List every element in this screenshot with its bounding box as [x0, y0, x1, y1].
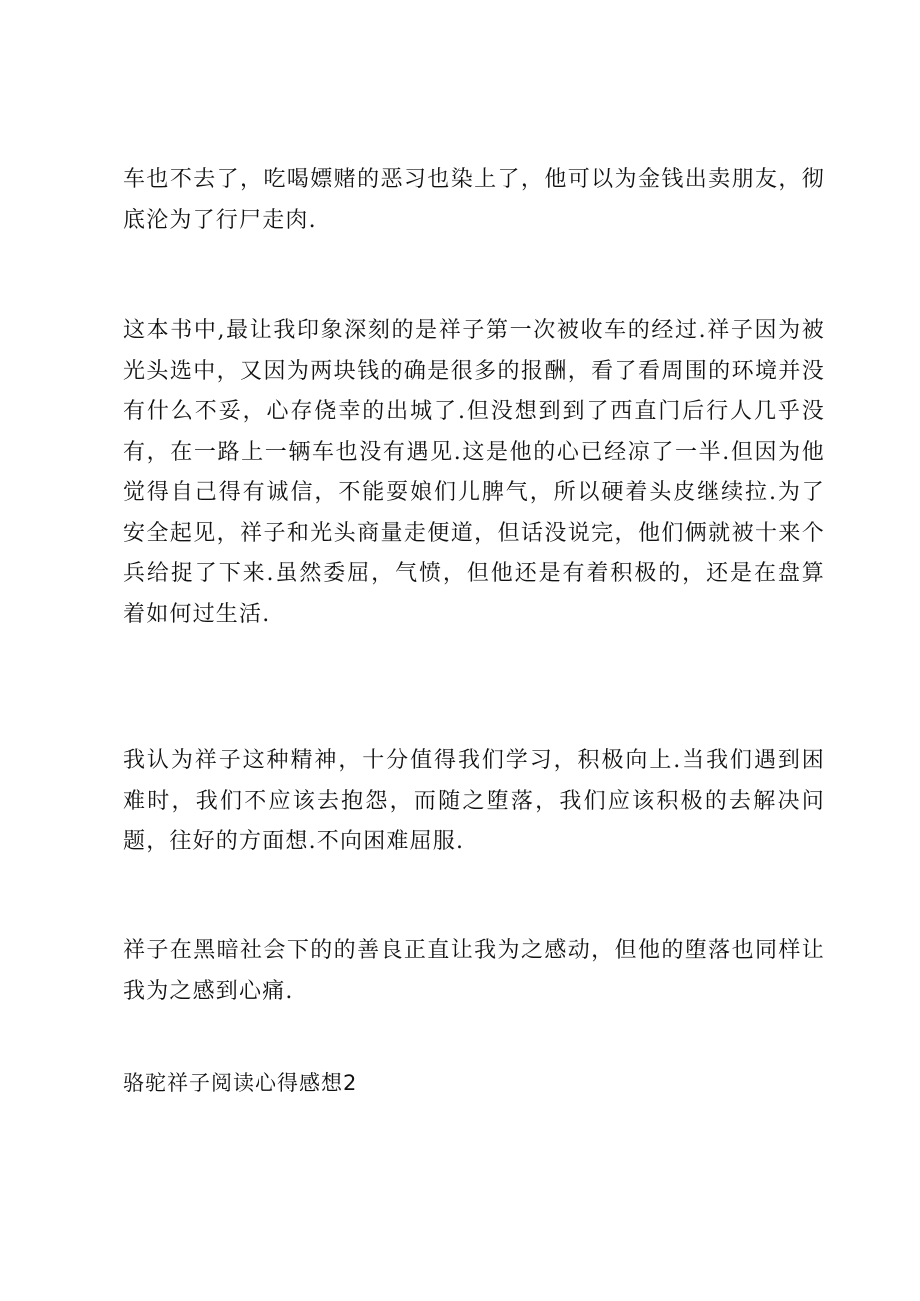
paragraph-1: 车也不去了，吃喝嫖赌的恶习也染上了，他可以为金钱出卖朋友，彻底沦为了行尸走肉. [123, 167, 825, 233]
paragraph-3: 我认为祥子这种精神，十分值得我们学习，积极向上.当我们遇到困难时，我们不应该去抱怨，而随之堕落，我们应该积极的去解决问题，往好的方面想.不向困难屈服. [123, 748, 825, 854]
section-heading: 骆驼祥子阅读心得感想2 [123, 1071, 358, 1095]
paragraph-4: 祥子在黑暗社会下的的善良正直让我为之感动，但他的堕落也同样让我为之感到心痛. [123, 938, 825, 1004]
paragraph-2: 这本书中,最让我印象深刻的是祥子第一次被收车的经过.祥子因为被光头选中，又因为两块钱的确是很多的报酬，看了看周围的环境并没有什么不妥，心存侥幸的出城了.但没想到到了西直门后行人几乎没有，在一路上一辆车也没有遇见.这是他的心已经凉了一半.但因为他觉得自己得有诚信，不能耍娘们儿脾气，所以硬着头皮继续拉.为了安全起见，祥子和光头商量走便道，但话没说完，他们俩就被十来个兵给捉了下来.虽然委屈，气愤，但他还是有着积极的，还是在盘算着如何过生活. [123, 318, 825, 627]
